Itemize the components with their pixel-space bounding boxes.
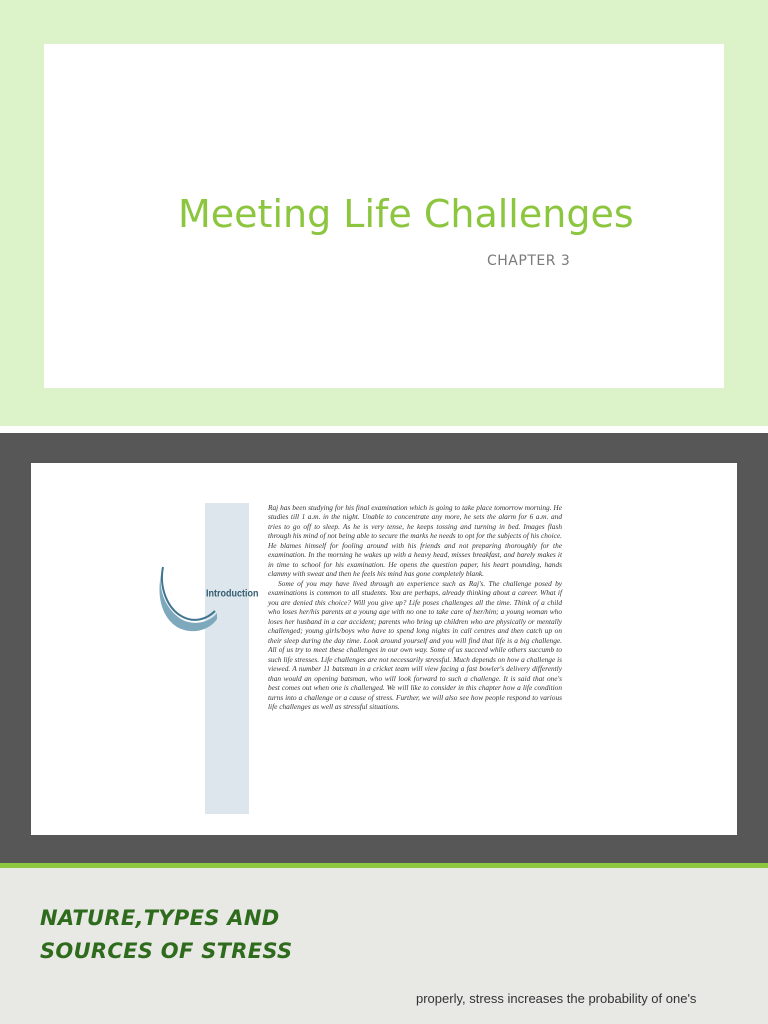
textbook-page: [31, 463, 737, 835]
section-label: Introduction: [206, 587, 259, 599]
chapter-label: CHAPTER 3: [487, 253, 571, 269]
title-card: [44, 44, 724, 388]
slide-divider: [0, 426, 768, 433]
title-slide: [0, 0, 768, 426]
section-heading: [40, 902, 292, 968]
slide-title: Meeting Life Challenges: [178, 192, 634, 236]
paragraph: Some of you may have lived through an experience such as Raj's. The challenge posed by examinations is common to all students. You are perhaps, already thinking about a career. What if you are denied this choice? Will you give up? Life poses challenges all the time. Think of a child who loses her/his parents at a young age with no one to take care of her/him; a young woman who loses her husband in a car accident; parents who bring up children who are physically or mentally challenged; young girls/boys who have to spend long nights in call centres and then catch up on their sleep during the day time. Look around yourself and you will find that life is a big challenge. All of us try to meet these challenges in our own way. Some of us succeed while others succumb to such life stresses. Life challenges are not necessarily stressful. Much depends on how a challenge is viewed. A number 11 batsman in a cricket team will view facing a fast bowler's delivery differently than would an opening batsman, who will look forward to such a challenge. It is said that one's best comes out when one is challenged. We will like to consider in this chapter how a life condition turns into a challenge or a cause of stress. Further, we will also see how people respond to various life challenges as well as stressful situations.: [268, 578, 562, 712]
heading-line: SOURCES OF STRESS: [40, 939, 293, 963]
introduction-slide: [0, 433, 768, 863]
heading-line: NATURE,TYPES AND: [40, 906, 280, 930]
body-text: [268, 503, 562, 712]
swoosh-icon: [157, 563, 217, 643]
margin-bar: [205, 503, 249, 814]
section-slide: [0, 868, 768, 1024]
paragraph: Raj has been studying for his final examination which is going to take place tomorrow morning. He studies till 1 a.m. in the night. Unable to concentrate any more, he sets the alarm for 6 a.m. and tries to go off to sleep. As he is very tense, he keeps tossing and turning in bed. Images flash through his mind of not being able to secure the marks he needs to opt for the subjects of his choice. He blames himself for fooling around with his friends and not preparing thoroughly for the examination. In the morning he wakes up with a heavy head, misses breakfast, and barely makes it in time to school for his examination. He opens the question paper, his heart pounding, hands clammy with sweat and then he feels his mind has gone completely blank.: [268, 503, 562, 579]
body-snippet: properly, stress increases the probability of one's: [416, 991, 697, 1006]
